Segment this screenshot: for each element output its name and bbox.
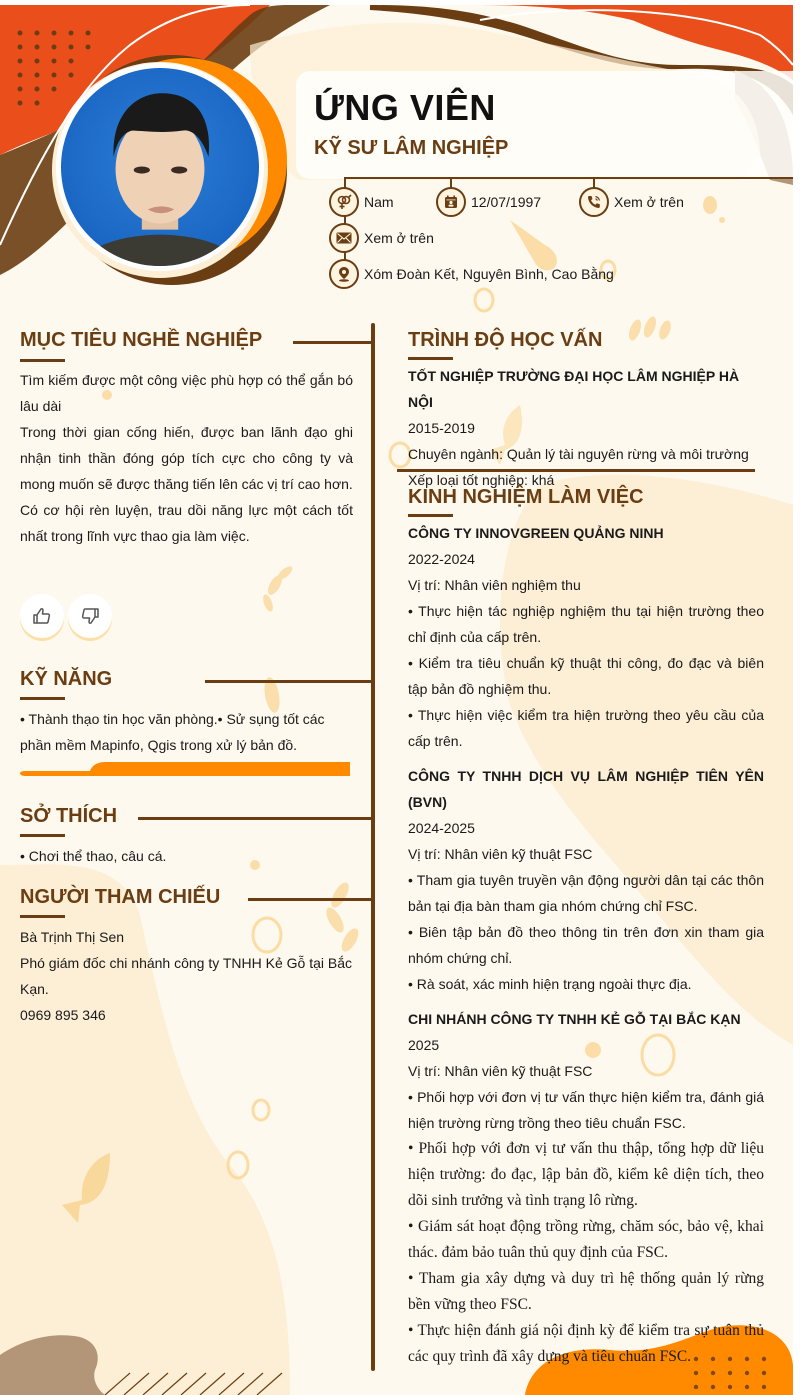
section-connector [138, 817, 373, 820]
section-connector [293, 341, 373, 344]
email-icon [329, 223, 359, 253]
gender-icon [329, 187, 359, 217]
section-title-references: NGƯỜI THAM CHIẾU [20, 886, 221, 908]
section-title-hobbies: SỞ THÍCH [20, 805, 118, 827]
job-period: 2025 [408, 1037, 440, 1053]
info-address [329, 259, 614, 289]
experience-job [408, 520, 764, 754]
skill-level-bar [20, 761, 350, 776]
job-company: CÔNG TY INNOVGREEN QUẢNG NINH [408, 525, 664, 541]
info-gender [329, 187, 394, 217]
section-connector [205, 680, 373, 683]
job-duty: • Kiểm tra tiêu chuẩn kỹ thuật thi công, đo đạc và biên tập bản đồ nghiệm thu. [408, 655, 764, 697]
job-duty: • Thực hiện việc kiểm tra hiện trường theo yêu cầu của cấp trên. [408, 707, 764, 749]
experience-job [408, 1006, 764, 1370]
job-position: Vị trí: Nhân viên kỹ thuật FSC [408, 1063, 593, 1079]
job-title: KỸ SƯ LÂM NGHIỆP [314, 137, 509, 159]
reference-phone: 0969 895 346 [20, 1007, 106, 1023]
job-company: CHI NHÁNH CÔNG TY TNHH KẺ GỖ TẠI BẮC KẠN [408, 1011, 741, 1027]
objective-line: Trong thời gian cống hiến, được ban lãnh đạo ghi nhận tinh thần đóng góp tích cực cho công ty và mong muốn sẽ được thăng tiến lên các vị trí cao hơn. [20, 424, 353, 492]
section-title-education: TRÌNH ĐỘ HỌC VẤN [408, 329, 603, 351]
section-underline [20, 359, 65, 362]
calendar-icon [436, 187, 466, 217]
info-connector-line [344, 177, 793, 179]
birthday-value: 12/07/1997 [471, 194, 542, 210]
info-birthday [436, 187, 541, 217]
section-title-experience: KINH NGHIỆM LÀM VIỆC [408, 486, 644, 508]
email-value: Xem ở trên [364, 230, 434, 246]
gender-value: Nam [364, 194, 394, 210]
education-grade: Xếp loại tốt nghiệp: khá [408, 472, 555, 488]
references-text [20, 924, 353, 1028]
phone-value: Xem ở trên [614, 194, 684, 210]
avatar [61, 68, 259, 266]
education-period: 2015-2019 [408, 420, 475, 436]
phone-icon [579, 187, 609, 217]
job-duty: • Thực hiện tác nghiệp nghiệm thu tại hiện trường theo chỉ định của cấp trên. [408, 603, 764, 645]
section-underline [20, 834, 65, 837]
reference-position: Phó giám đốc chi nhánh công ty TNHH Kẻ Gỗ tại Bắc Kạn. [20, 955, 353, 997]
thumbs-up-icon [32, 606, 52, 626]
candidate-name: ỨNG VIÊN [314, 87, 496, 128]
education-major: Chuyên ngành: Quản lý tài nguyên rừng và môi trường [408, 446, 749, 462]
avatar-frame [56, 63, 264, 271]
column-divider [371, 323, 375, 1371]
school-name: TỐT NGHIỆP TRƯỜNG ĐẠI HỌC LÂM NGHIỆP HÀ NỘI [408, 368, 740, 410]
job-duty: • Giám sát hoạt động trồng rừng, chăm sóc, bảo vệ, khai thác. đảm bảo tuân thủ quy định của FSC. [408, 1218, 764, 1261]
job-duty: • Thực hiện đánh giá nội định kỳ để kiểm tra sự tuân thủ các quy trình đã xây dựng và tiêu chuẩn FSC. [408, 1322, 764, 1365]
location-icon [329, 259, 359, 289]
section-connector [248, 898, 373, 901]
job-period: 2022-2024 [408, 551, 475, 567]
person-silhouette-icon [61, 68, 259, 266]
hobbies-text: • Chơi thể thao, câu cá. [20, 848, 167, 864]
job-position: Vị trí: Nhân viên kỹ thuật FSC [408, 846, 593, 862]
info-phone [579, 187, 684, 217]
job-duty: • Tham gia tuyên truyền vận động người dân tại các thôn bản tại địa bàn tham gia nhóm chứng chỉ FSC. [408, 872, 764, 914]
info-email [329, 223, 434, 253]
job-company: CÔNG TY TNHH DỊCH VỤ LÂM NGHIỆP TIÊN YÊN (BVN) [408, 768, 764, 810]
reference-name: Bà Trịnh Thị Sen [20, 929, 125, 945]
job-duty: • Rà soát, xác minh hiện trạng ngoài thực địa. [408, 976, 692, 992]
job-duty: • Tham gia xây dựng và duy trì hệ thống quản lý rừng bền vững theo FSC. [408, 1270, 764, 1313]
section-underline [20, 915, 65, 918]
experience-job [408, 763, 764, 997]
section-underline [408, 357, 453, 360]
like-button[interactable] [20, 594, 64, 638]
address-value: Xóm Đoàn Kết, Nguyên Bình, Cao Bằng [364, 266, 614, 282]
job-period: 2024-2025 [408, 820, 475, 836]
skills-text: • Thành thạo tin học văn phòng.• Sử sụng tốt các phần mềm Mapinfo, Qgis trong xử lý bản đồ. [20, 711, 325, 753]
job-duty: • Phối hợp với đơn vị tư vấn thực hiện kiểm tra, đánh giá hiện trường rừng trồng theo tiêu chuẩn FSC. [408, 1089, 764, 1131]
section-title-objective: MỤC TIÊU NGHỀ NGHIỆP [20, 329, 263, 351]
section-divider [397, 469, 755, 472]
objective-text [20, 367, 353, 549]
objective-line: Có cơ hội rèn luyện, trau dồi năng lực một cách tốt nhất trong lĩnh vực thao gia làm việc. [20, 502, 353, 544]
education-details [408, 363, 764, 493]
thumbs-down-icon [80, 606, 100, 626]
job-duty: • Biên tập bản đồ theo thông tin trên đơn xin tham gia nhóm chứng chỉ. [408, 924, 764, 966]
job-duty: • Phối hợp với đơn vị tư vấn thu thập, tổng hợp dữ liệu hiện trường: đo đạc, lập bản đồ, kiểm kê diện tích, theo dõi sinh trưởng và tình trạng lô rừng. [408, 1140, 764, 1209]
dislike-button[interactable] [68, 594, 112, 638]
section-underline [20, 697, 65, 700]
section-title-skills: KỸ NĂNG [20, 668, 113, 690]
job-position: Vị trí: Nhân viên nghiệm thu [408, 577, 581, 593]
section-underline [408, 514, 453, 517]
cv-page [0, 5, 793, 1395]
objective-line: Tìm kiếm được một công việc phù hợp có thể gắn bó lâu dài [20, 372, 353, 414]
